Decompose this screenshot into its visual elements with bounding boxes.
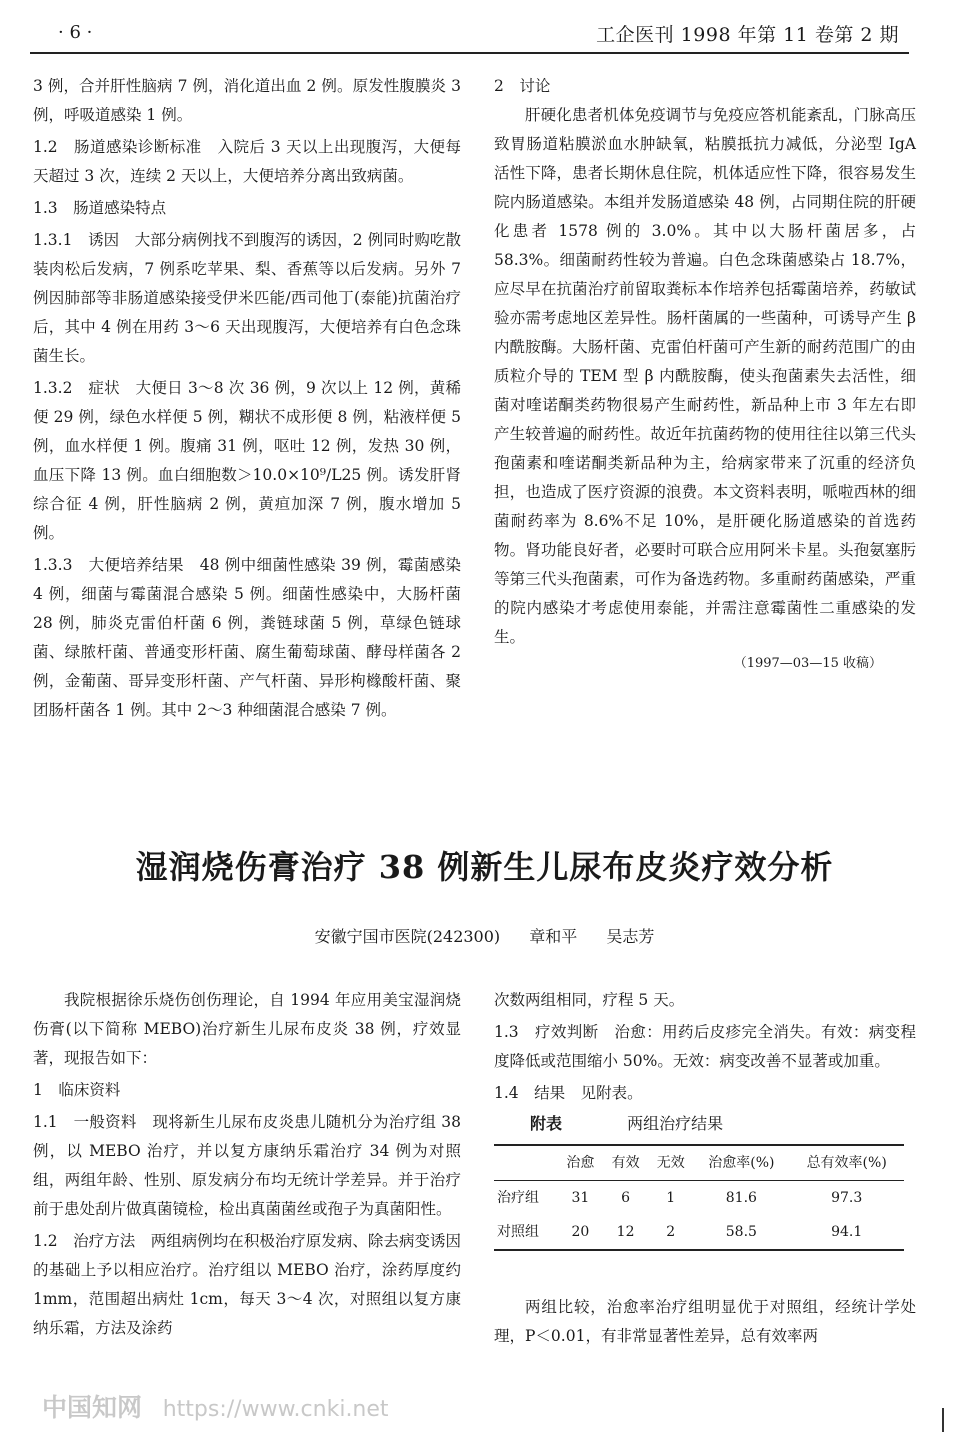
table-header-cell: 治愈 — [566, 1154, 595, 1171]
cnki-watermark — [42, 1388, 389, 1424]
table-row — [494, 1181, 904, 1216]
table-cell: 58.5 — [725, 1223, 757, 1240]
header-rule — [30, 52, 909, 54]
table-header-cell: 治愈率(%) — [708, 1154, 775, 1171]
article-title: 湿润烧伤膏治疗 38 例新生儿尿布皮炎疗效分析 — [135, 848, 834, 886]
received-date: （1997—03—15 收稿） — [733, 656, 882, 671]
author-line — [0, 924, 969, 947]
page-number: · 6 · — [58, 22, 93, 43]
table-title: 两组治疗结果 — [627, 1114, 724, 1133]
watermark-brand: 中国知网 — [42, 1393, 143, 1422]
section-1-1: 1.1 一般资料 现将新生儿尿布皮炎患儿随机分为治疗组 38 例，以 MEBO 治疗，并以复方康纳乐霜治疗 34 例为对照组，两组年龄、性别、原发病分布均无统计学差异。并于治疗前于患处刮片做真菌镜检，检出真菌菌丝或孢子为真菌阳性。 — [33, 1113, 461, 1218]
section-1-3: 1.3 疗效判断 治愈：用药后皮疹完全消失。有效：病变程度降低或范围缩小 50%。无效：病变改善不显著或加重。 — [494, 1023, 916, 1070]
watermark-url: https://www.cnki.net — [162, 1397, 389, 1422]
table-cell: 治疗组 — [497, 1189, 539, 1206]
table-cell: 97.3 — [831, 1189, 863, 1206]
section-1-3-heading: 1.3 肠道感染特点 — [33, 199, 167, 217]
journal-header: 工企医刊 1998 年第 11 卷第 2 期 — [596, 24, 899, 46]
discussion-text: 肝硬化患者机体免疫调节与免疫应答机能紊乱，门脉高压致胃肠道粘膜淤血水肿缺氧，粘膜抵抗力减低，分泌型 IgA 活性下降，患者长期休息住院，机体适应性下降，很容易发生院内肠道感染。本组并发肠道感染 48 例，占同期住院的肝硬化患者 1578 例的 3.0%。其中以大肠杆菌居多，占 58.3%。细菌耐药性较为普遍。白色念珠菌感染占 18.7%，应尽早在抗菌治疗前留取粪标本作培养包括霉菌培养，药敏试验亦需考虑地区差异性。肠杆菌属的一些菌种，可诱导产生 β 内酰胺酶。大肠杆菌、克雷伯杆菌可产生新的耐药范围广的由质粒介导的 TEM 型 β 内酰胺酶，使头孢菌素失去活性，细菌对喹诺酮类药物很易产生耐药性，新品种上市 3 年左右即产生较普遍的耐药性。故近年抗菌药物的使用往往以第三代头孢菌素和喹诺酮类新品种为主，给病家带来了沉重的经济负担，也造成了医疗资源的浪费。本文资料表明，哌啦西林的细菌耐药率为 8.6%不足 10%，是肝硬化肠道感染的首选药物。肾功能良好者，必要时可联合应用阿米卡星。头孢氨塞肟等第三代头孢菌素，可作为备选药物。多重耐药菌感染，严重的院内感染才考虑使用泰能，并需注意霉菌性二重感染的发生。 — [494, 106, 916, 646]
table-cell: 2 — [666, 1223, 676, 1240]
table-cell: 对照组 — [497, 1223, 539, 1240]
section-1-3-1: 1.3.1 诱因 大部分病例找不到腹泻的诱因，2 例同时购吃散装肉松后发病，7 例系吃苹果、梨、香蕉等以后发病。另外 7 例因肺部等非肠道感染接受伊米匹能/西司他丁(泰能)抗菌治疗后，其中 4 例在用药 3～6 天出现腹泻，大便培养有白色念珠菌生长。 — [33, 231, 461, 365]
table-cell: 6 — [621, 1189, 631, 1206]
section-1-3-2: 1.3.2 症状 大便日 3～8 次 36 例，9 次以上 12 例，黄稀便 29 例，绿色水样便 5 例，糊状不成形便 8 例，粘液样便 5 例，血水样便 1 例。腹痛 31 例，呕吐 12 例，发热 30 例，血压下降 13 例。血白细胞数＞10.0×10⁹/L25 例。诱发肝肾综合征 4 例，肝性脑病 2 例，黄疸加深 7 例，腹水增加 5 例。 — [33, 379, 461, 542]
section-1-2: 1.2 治疗方法 两组病例均在积极治疗原发病、除去病变诱因的基础上予以相应治疗。治疗组以 MEBO 治疗，涂药厚度约 1mm，范围超出病灶 1cm，每天 3～4 次，对照组以复方康纳乐霜，方法及涂药 — [33, 1232, 461, 1337]
table-caption — [530, 1110, 916, 1138]
table-cell: 12 — [616, 1223, 635, 1240]
paragraph: 次数两组相同，疗程 5 天。 — [494, 991, 685, 1009]
affiliation: 安徽宁国市医院(242300) — [314, 927, 501, 946]
table-row — [494, 1215, 904, 1250]
prev-article-left-column — [33, 72, 461, 725]
intro-paragraph: 我院根据徐乐烧伤创伤理论，自 1994 年应用美宝湿润烧伤膏(以下简称 MEBO)治疗新生儿尿布皮炎 38 例，疗效显著，现报告如下： — [33, 991, 461, 1067]
table-header-cell — [494, 1145, 558, 1181]
paragraph: 3 例，合并肝性脑病 7 例，消化道出血 2 例。原发性腹膜炎 3 例，呼吸道感染 1 例。 — [33, 77, 461, 124]
section-1-4: 1.4 结果 见附表。 — [494, 1084, 643, 1102]
table-header-cell: 有效 — [611, 1154, 640, 1171]
table-cell: 94.1 — [831, 1223, 863, 1240]
table-cell: 31 — [571, 1189, 590, 1206]
table-header-cell: 无效 — [656, 1154, 685, 1171]
section-1-2: 1.2 肠道感染诊断标准 入院后 3 天以上出现腹泻，大便每天超过 3 次，连续 2 天以上，大便培养分离出致病菌。 — [33, 138, 461, 185]
conclusion-paragraph: 两组比较，治愈率治疗组明显优于对照组，经统计学处理，P＜0.01，有非常显著性差异，总有效率两 — [494, 1298, 916, 1345]
table-label: 附表 — [530, 1114, 563, 1133]
discussion-heading: 2 讨论 — [494, 77, 551, 95]
article-left-column — [33, 986, 461, 1343]
section-1-3-3: 1.3.3 大便培养结果 48 例中细菌性感染 39 例，霉菌感染 4 例，细菌与霉菌混合感染 5 例。细菌性感染中，大肠杆菌 28 例，肺炎克雷伯杆菌 6 例，粪链球菌 5 例，草绿色链球菌、绿脓杆菌、普通变形杆菌、腐生葡萄球菌、酵母样菌各 2 例，金葡菌、哥异变形杆菌、产气杆菌、异形枸橼酸杆菌、聚团肠杆菌各 1 例。其中 2～3 种细菌混合感染 7 例。 — [33, 556, 461, 719]
prev-article-right-column — [494, 72, 916, 676]
table-cell: 1 — [666, 1189, 676, 1206]
table-cell: 20 — [571, 1223, 590, 1240]
article-right-column — [494, 986, 916, 1351]
author-name: 吴志芳 — [606, 927, 655, 946]
edge-mark — [942, 1408, 944, 1432]
section-1-heading: 1 临床资料 — [33, 1081, 121, 1099]
author-name: 章和平 — [529, 927, 578, 946]
table-header-row — [494, 1145, 904, 1181]
results-table — [494, 1144, 904, 1251]
table-header-cell: 总有效率(%) — [806, 1154, 887, 1171]
table-cell: 81.6 — [725, 1189, 757, 1206]
